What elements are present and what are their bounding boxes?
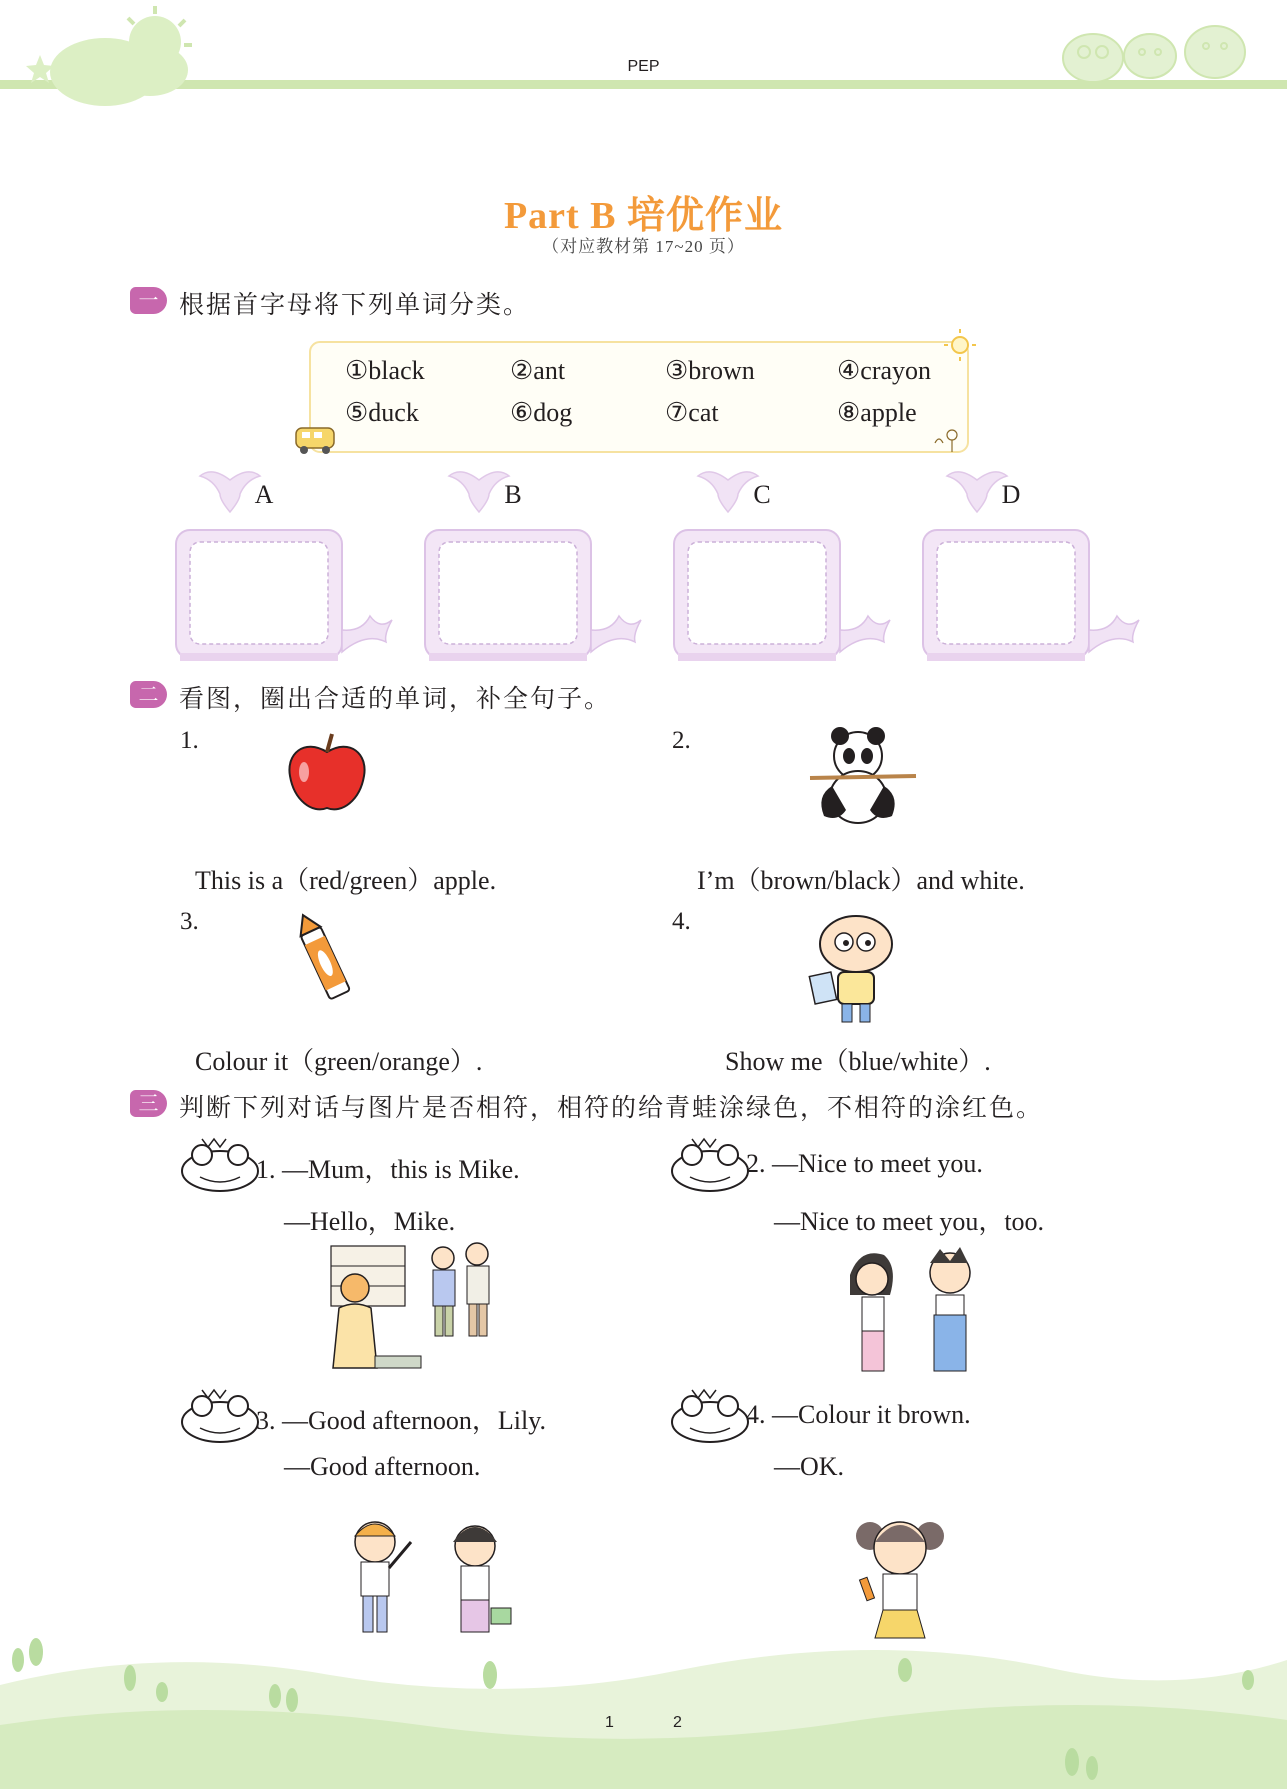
boy-icon: [806, 908, 910, 1028]
section-2-instruction: 看图，圈出合适的单词，补全句子。: [179, 684, 612, 713]
footer-landscape: [0, 1630, 1287, 1789]
page-number-left: 1: [605, 1714, 614, 1731]
box-label-a: A: [254, 480, 274, 509]
dialogue-line: —Good afternoon.: [284, 1452, 481, 1481]
page-subtitle: （对应教材第 17~20 页）: [542, 237, 745, 256]
question-number: 4.: [672, 908, 691, 935]
dialogue-line: —Nice to meet you，too.: [774, 1207, 1045, 1236]
question-sentence: I’m（brown/black）and white.: [697, 866, 1025, 895]
question-number: 1.: [180, 727, 199, 754]
section-2-badge: 二: [130, 681, 167, 708]
frog-answer-1[interactable]: [180, 1133, 260, 1193]
frog-answer-4[interactable]: [670, 1384, 750, 1444]
section-3-instruction: 判断下列对话与图片是否相符，相符的给青蛙涂绿色，不相符的涂红色。: [179, 1093, 1044, 1122]
dialogue-line: 4. —Colour it brown.: [746, 1400, 971, 1429]
page-number-right: 2: [673, 1714, 682, 1731]
apple-icon: [284, 730, 370, 816]
word-bank-item: ③brown: [665, 356, 755, 385]
boy-and-girl-waving-illustration: [325, 1512, 535, 1644]
word-bank-item: ④crayon: [837, 356, 932, 385]
section-1-instruction: 根据首字母将下列单词分类。: [179, 290, 531, 319]
question-sentence: Show me（blue/white）.: [725, 1047, 991, 1076]
question-number: 3.: [180, 908, 199, 935]
dialogue-line: 2. —Nice to meet you.: [746, 1149, 983, 1178]
frog-answer-3[interactable]: [180, 1384, 260, 1444]
dialogue-line: 3. —Good afternoon，Lily.: [256, 1406, 547, 1435]
word-bank-item: ⑤duck: [345, 398, 419, 427]
cloud-sun-icon: [26, 6, 192, 106]
dialogue-line: —OK.: [774, 1452, 845, 1481]
crayon-icon: [295, 910, 355, 1010]
box-label-d: D: [1001, 480, 1021, 509]
section-1-badge: 一: [130, 287, 167, 314]
two-kids-meeting-illustration: [840, 1245, 990, 1385]
word-bank-item: ⑦cat: [665, 398, 719, 427]
question-sentence: Colour it（green/orange）.: [195, 1047, 483, 1076]
girl-with-crayon-illustration: [845, 1512, 955, 1647]
word-bank-frame: [290, 325, 980, 460]
page-header-label: PEP: [627, 58, 660, 75]
page-title: Part B 培优作业: [503, 195, 784, 237]
question-number: 2.: [672, 727, 691, 754]
question-sentence: This is a（red/green）apple.: [195, 866, 497, 895]
frog-answer-2[interactable]: [670, 1133, 750, 1193]
word-bank-item: ⑥dog: [510, 398, 573, 427]
dialogue-line: —Hello，Mike.: [284, 1207, 456, 1236]
section-3-badge: 三: [130, 1090, 167, 1117]
dialogue-line: 1. —Mum，this is Mike.: [256, 1155, 520, 1184]
box-label-b: B: [504, 480, 522, 509]
word-bank-item: ①black: [345, 356, 425, 385]
panda-icon: [808, 722, 918, 834]
box-label-c: C: [753, 480, 771, 509]
word-bank-item: ⑧apple: [837, 398, 917, 427]
mum-and-boys-illustration: [325, 1238, 505, 1390]
word-bank-item: ②ant: [510, 356, 566, 385]
